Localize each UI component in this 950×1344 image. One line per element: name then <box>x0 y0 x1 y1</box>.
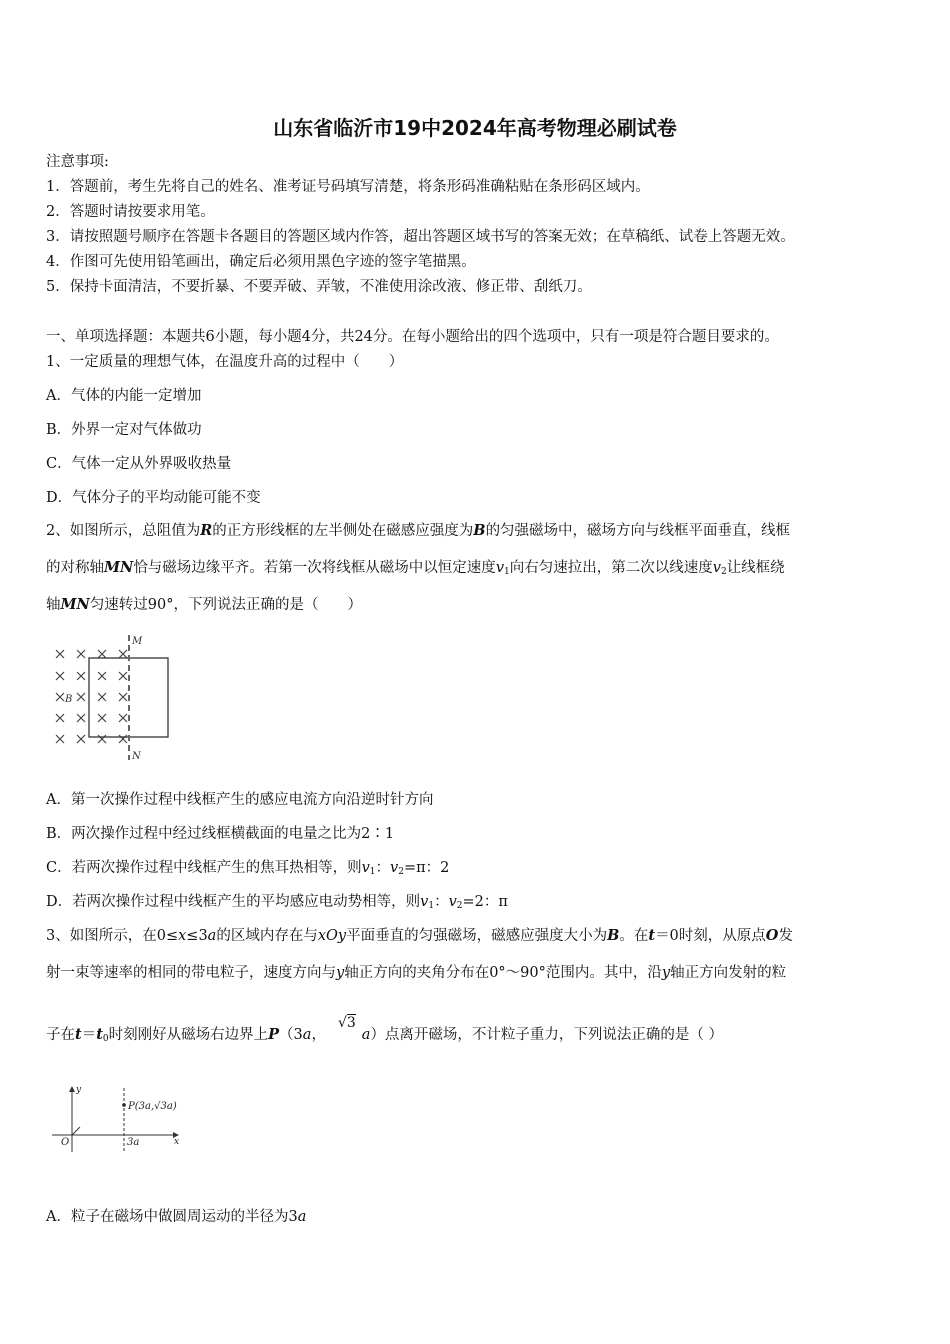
q2-stem-line2: 的对称轴MN恰与磁场边缘平齐。若第一次将线框从磁场中以恒定速度$v_1$向右匀速拉出，第二次以线速度$v_2$让线框绕 <box>46 559 785 577</box>
label-o: O <box>61 1137 70 1148</box>
notice-item: 3．请按照题号顺序在答题卡各题目的答题区域内作答，超出答题区域书写的答案无效；在草稿纸、试卷上答题无效。 <box>46 229 795 245</box>
notice-item: 2．答题时请按要求用笔。 <box>46 204 215 220</box>
label-y: y <box>76 1085 82 1095</box>
cross-row <box>56 672 127 680</box>
notice-item: 5．保持卡面清洁，不要折暴、不要弄破、弄皱，不准使用涂改液、修正带、刮纸刀。 <box>46 279 592 295</box>
label-x: x <box>174 1137 180 1147</box>
origin-tick <box>72 1127 80 1135</box>
q1-option-d: D．气体分子的平均动能可能不变 <box>46 490 261 506</box>
label-3a: 3a <box>127 1137 140 1148</box>
section-heading: 一、单项选择题：本题共6小题，每小题4分，共24分。在每小题给出的四个选项中，只有一项是符合题目要求的。 <box>46 329 779 345</box>
page-title: 山东省临沂市19中2024年高考物理必刷试卷 <box>273 116 677 140</box>
cross-row <box>56 650 127 658</box>
q2-option-d: D．若两次操作过程中线框产生的平均感应电动势相等，则$v_1$：$v_2=2$：π <box>46 894 508 911</box>
notice-item: 4．作图可先使用铅笔画出，确定后必须用黑色字迹的签字笔描黑。 <box>46 254 476 270</box>
q3-stem-line3: 子在$t=t_0$时刻刚好从磁场右边界上P（3a，√3a）点离开磁场，不计粒子重力，下列说法正确的是（ ） <box>46 1015 724 1044</box>
cross-row <box>56 735 127 743</box>
notice-heading: 注意事项: <box>46 154 109 170</box>
q2-option-b: B．两次操作过程中经过线框横截面的电量之比为2∶1 <box>46 826 395 842</box>
label-n: N <box>132 751 141 762</box>
q3-stem-line1: 3、如图所示，在0≤x≤3a的区域内存在与xOy平面垂直的匀强磁场，磁感应强度大小为B。在t＝0时刻，从原点O发 <box>46 927 793 944</box>
notice-item: 1．答题前，考生先将自己的姓名、准考证号码填写清楚，将条形码准确粘贴在条形码区域内。 <box>46 179 650 195</box>
q1-option-c: C．气体一定从外界吸收热量 <box>46 456 232 472</box>
q2-figure <box>46 630 176 765</box>
q2-option-c: C．若两次操作过程中线框产生的焦耳热相等，则$v_1$：$v_2=\pi$：2 <box>46 860 450 877</box>
q3-figure <box>50 1082 190 1154</box>
q3-option-a: A．粒子在磁场中做圆周运动的半径为3a <box>46 1209 307 1225</box>
point-p <box>122 1103 126 1107</box>
sqrt-expression: √3 <box>337 1015 356 1031</box>
q3-stem-line2: 射一束等速率的相同的带电粒子，速度方向与y轴正方向的夹角分布在0°～90°范围内。其中，沿y轴正方向发射的粒 <box>46 965 787 981</box>
label-b: B <box>65 694 73 705</box>
q2-option-a: A．第一次操作过程中线框产生的感应电流方向沿逆时针方向 <box>46 792 434 808</box>
q1-option-b: B．外界一定对气体做功 <box>46 422 202 438</box>
cross-row <box>56 714 127 722</box>
q2-stem-line1: 2、如图所示，总阻值为R的正方形线框的左半侧处在磁感应强度为B的匀强磁场中，磁场方向与线框平面垂直，线框 <box>46 522 791 539</box>
label-p: P(3a,√3a) <box>128 1101 177 1112</box>
q1-stem: 1、一定质量的理想气体，在温度升高的过程中（ ） <box>46 354 404 370</box>
q2-stem-line3: 轴MN匀速转过90°，下列说法正确的是（ ） <box>46 596 363 613</box>
q1-option-a: A．气体的内能一定增加 <box>46 388 202 404</box>
label-m: M <box>132 636 143 647</box>
